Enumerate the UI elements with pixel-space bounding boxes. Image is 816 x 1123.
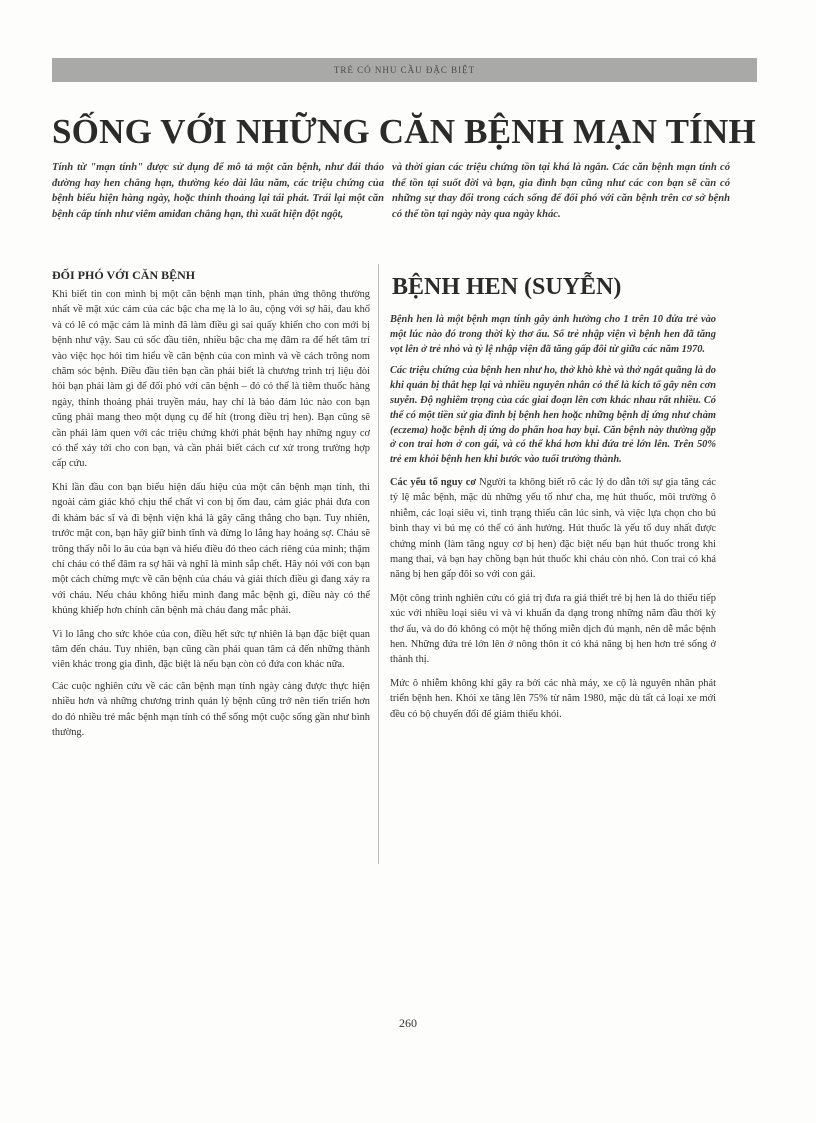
right-column [390, 268, 716, 730]
risk-factors-label: Các yếu tố nguy cơ [390, 476, 477, 488]
italic-paragraph: Bệnh hen là một bệnh mạn tính gây ảnh hưởng cho 1 trên 10 đứa trẻ vào một lúc nào đó trong thời kỳ thơ ấu. Số trẻ nhập viện vì bệnh hen đã tăng vọt lên ở trẻ nhỏ và tỷ lệ nhập viện đã tăng gấp đôi từ giữa các năm 1970. [390, 314, 716, 355]
paragraph: Các cuộc nghiên cứu về các căn bệnh mạn tính ngày càng được thực hiện nhiều hơn và những chương trình quản lý bệnh cũng trở nên tiến triển hơn do đó nhiều trẻ mắc bệnh mạn tính có thể sống một cuộc sống gần như bình thường. [52, 680, 370, 738]
asthma-title: BỆNH HEN (SUYỄN) [392, 274, 622, 300]
section-label: TRẺ CÓ NHU CẦU ĐẶC BIỆT [333, 65, 476, 75]
column-divider [378, 264, 379, 864]
left-column [52, 268, 370, 748]
page-number: 260 [399, 1016, 417, 1030]
section-header-band [52, 58, 757, 82]
coping-heading: ĐỐI PHÓ VỚI CĂN BỆNH [52, 268, 196, 282]
intro-left: Tính từ "mạn tính" được sử dụng để mô tả một căn bệnh, như đái tháo đường hay hen chẳng hạn, thường kéo dài lâu năm, các triệu chứng của bệnh biểu hiện hàng ngày, hoặc thỉnh thoảng lại tái phát. Trái lại một căn bệnh cấp tính như viêm amiđan chẳng hạn, thì xuất hiện đột ngột, [52, 162, 384, 220]
risk-factors-text: Người ta không biết rõ các lý do dẫn tới sự gia tăng các tỷ lệ mắc bệnh, mặc dù những yếu tố như cha, mẹ hút thuốc, môi trường ô nhiễm, các loại siêu vi, tình trạng thiếu cân lúc sinh, và việc lựa chọn cho bú bình thay vì bú mẹ có thể có ảnh hưởng. Hút thuốc là yếu tố duy nhất được chứng minh (làm tăng nguy cơ bị hen) đặc biệt nếu bạn hút thuốc trong khi mang thai, và bạn hay chồng bạn hút thuốc khi cháu còn nhỏ. Con trai có khả năng bị hen gấp đôi so với con gái. [390, 476, 716, 581]
paragraph: Khi biết tin con mình bị một căn bệnh mạn tính, phản ứng thông thường nhất về mặt xúc cảm của các bậc cha mẹ là lo âu, cộng với sợ hãi, đau khổ và có lẽ có mặc cảm là mình đã làm điều gì sai quấy khiến cho con mới bị bệnh như vậy. Sau cú sốc đầu tiên, nhiều bậc cha mẹ đâm ra để hết tâm trí vào việc học hỏi tìm hiểu về căn bệnh của con mình và về cách trông nom chăm sóc bệnh. Điều đầu tiên bạn cần phải biết là chương trình trị liệu đòi hỏi bạn phải làm gì để đối phó với căn bệnh – đó có thể là tiêm thuốc hàng ngày, thỉnh thoảng phải truyền máu, hay chỉ là bảo đảm lúc nào con bạn cũng phải mang theo một dụng cụ để hít (trong điều trị hen). Bạn cũng sẽ cần phải làm quen với các triệu chứng khởi phát bệnh hay những nguy cơ có thể xảy tới cho con bạn, và cần phải biết cách cư xử trong trường hợp cấp cứu. [52, 289, 370, 470]
risk-factors-paragraph [390, 475, 716, 583]
page-title: SỐNG VỚI NHỮNG CĂN BỆNH MẠN TÍNH [52, 112, 756, 151]
paragraph: Một công trình nghiên cứu có giá trị đưa ra giả thiết trẻ bị hen là do thiếu tiếp xúc với nhiều loại siêu vi và vi khuẩn đa dạng trong những năm đầu thời kỳ thơ ấu, và do đó không có một hệ thống miễn dịch đủ mạnh, nên dễ mắc bệnh hen. Những đứa trẻ lớn lên ở nông thôn ít có khả năng bị hen hơn trẻ sống ở thành thị. [390, 592, 716, 666]
paragraph: Vì lo lắng cho sức khỏe của con, điều hết sức tự nhiên là bạn đặc biệt quan tâm đến cháu. Tuy nhiên, bạn cũng cần phải quan tâm cả đến những thành viên khác trong gia đình, đặc biệt là nếu bạn còn có đứa con khác nữa. [52, 628, 370, 671]
italic-paragraph: Các triệu chứng của bệnh hen như ho, thở khò khè và thở ngắt quãng là do khi quản bị thắt hẹp lại và nhiều nguyên nhân có thể là kích tố gây nên cơn suyễn. Độ nghiêm trọng của các giai đoạn lên cơn khác nhau rất nhiều. Có thể có một tiền sử gia đình bị bệnh hen hoặc những bệnh dị ứng như chàm (eczema) hoặc bệnh dị ứng do phấn hoa hay bụi. Căn bệnh này thường gặp ở con trai hơn ở con gái, và có thể khá hơn khi đứa trẻ lớn lên. Trên 50% trẻ em khỏi bệnh hen khi bước vào tuổi trưởng thành. [390, 365, 716, 466]
intro-right: và thời gian các triệu chứng tồn tại khá là ngắn. Các căn bệnh mạn tính có thể tồn tại suốt đời và bạn, gia đình bạn cũng như các con bạn sẽ cần có những sự thay đổi trong cách sống để đối phó với căn bệnh trên cơ sở bệnh có thể tồn tại ngày này qua ngày khác. [392, 162, 730, 220]
paragraph: Mức ô nhiễm không khí gây ra bởi các nhà máy, xe cộ là nguyên nhân phát triển bệnh hen. Khói xe tăng lên 75% từ năm 1980, mặc dù tất cả loại xe mới đều có bộ chuyển đổi để giảm thiểu khói. [390, 677, 716, 720]
paragraph: Khi lần đầu con bạn biểu hiện dấu hiệu của một căn bệnh mạn tính, thì ngoài cảm giác khó chịu thể chất vì con bị ốm đau, cảm giác phải đưa con đi khám bác sĩ và đi bệnh viện khá là gây căng thẳng cho bạn. Tuy nhiên, trước mặt con, bạn hãy giữ bình tĩnh và đừng lo lắng hay hoảng sợ. Cháu sẽ trông thấy nỗi lo âu của bạn và hiểu điều đó theo cách riêng của mình; thậm chí cháu có thể đâm ra sợ hãi và nghĩ là mình sắp chết. Hãy nói với con bạn một cách chừng mực về căn bệnh của cháu và giải thích điều gì đang xảy ra với cháu. Nếu cháu không hiểu mình đang mắc bệnh gì, điều này có thể khủng khiếp hơn chính căn bệnh mà cháu đang mắc phải. [52, 481, 370, 617]
